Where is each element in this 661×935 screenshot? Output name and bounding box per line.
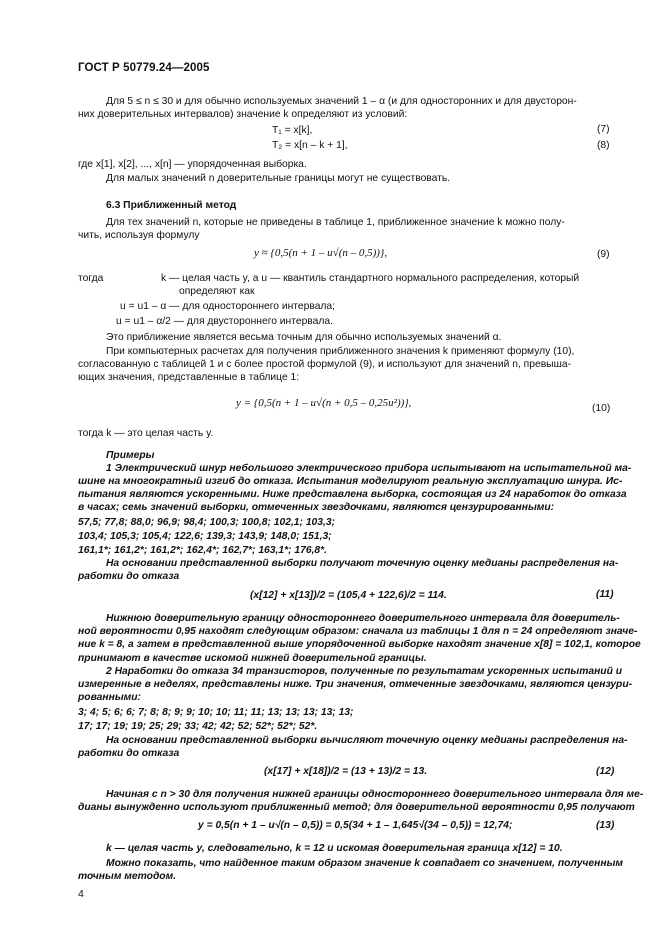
examples-title: Примеры: [106, 450, 155, 461]
then2-line: тогда k — это целая часть y.: [78, 428, 214, 439]
basis-1-line-1: На основании представленной выборки получают точечную оценку медианы распределения на-: [106, 558, 619, 569]
equation-7-number: (7): [597, 124, 610, 135]
example-1-line-3: пытания являются ускоренными. Ниже представлена выборка, состоящая из 24 наработок до отказа: [78, 489, 627, 500]
then-line-1: k — целая часть y, а u — квантиль стандартного нормального распределения, который: [161, 273, 580, 284]
example-2-line-3: рованными:: [78, 692, 141, 703]
example-1-line-2: шине на многократный изгиб до отказа. Испытания моделируют реальную эксплуатацию шнура. Ис-: [78, 476, 623, 487]
lower-line-2: ной вероятности 0,95 находят следующим образом: сначала из таблицы 1 для n = 24 определяют значе-: [78, 626, 638, 637]
document-header: ГОСТ Р 50779.24—2005: [78, 62, 210, 74]
data-1-line-2: 103,4; 105,3; 105,4; 122,6; 139,3; 143,9; 148,0; 151,3;: [78, 531, 332, 542]
quantile-two-sided: u = u1 – α/2 — для двустороннего интервала.: [116, 316, 333, 327]
equation-7: T₁ = x[k],: [272, 125, 313, 136]
equation-10-number: (10): [592, 403, 611, 414]
data-1-line-3: 161,1*; 161,2*; 161,2*; 162,4*; 162,7*; 163,1*; 176,8*.: [78, 545, 328, 556]
equation-8-number: (8): [597, 140, 610, 151]
data-2-line-1: 3; 4; 5; 6; 6; 7; 8; 8; 9; 9; 10; 10; 11; 11; 13; 13; 13; 13; 13;: [78, 707, 354, 718]
equation-13: y = 0,5(n + 1 – u√(n – 0,5)) = 0,5(34 + 1 – 1,645√(34 – 0,5)) = 12,74;: [198, 820, 513, 831]
start-line-1: Начиная с n > 30 для получения нижней границы одностороннего доверительного интервала для ме-: [106, 789, 644, 800]
equation-9: y ≈ {0,5(n + 1 – u√(n – 0,5))},: [254, 247, 388, 259]
intro-line-1: Для 5 ≤ n ≤ 30 и для обычно используемых значений 1 – α (и для односторонних и для двусторон-: [106, 96, 577, 107]
section-line-1: Для тех значений n, которые не приведены в таблице 1, приближенное значение k можно полу-: [106, 217, 565, 228]
example-2-line-1: 2 Наработки до отказа 34 транзисторов, полученные по результатам ускоренных испытаний и: [106, 666, 623, 677]
page-number: 4: [78, 888, 84, 900]
section-title: 6.3 Приближенный метод: [106, 200, 237, 211]
basis-2-line-1: На основании представленной выборки вычисляют точечную оценку медианы распределения на-: [106, 735, 628, 746]
intro-line-2: них доверительных интервалов) значение k определяют из условий:: [78, 109, 408, 120]
equation-11-number: (11): [596, 589, 614, 600]
basis-1-line-2: работки до отказа: [78, 571, 180, 582]
final-line-1: Можно показать, что найденное таким образом значение k совпадает со значением, полученным: [106, 858, 624, 869]
conclusion-line: k — целая часть y, следовательно, k = 12 и искомая доверительная граница x[12] = 10.: [106, 843, 563, 854]
equation-10: y = {0,5(n + 1 – u√(n + 0,5 – 0,25u²))},: [236, 397, 412, 409]
equation-8: T₂ = x[n – k + 1],: [272, 140, 348, 151]
equation-9-number: (9): [597, 249, 610, 260]
equation-12-number: (12): [596, 766, 615, 777]
example-1-line-1: 1 Электрический шнур небольшого электрического прибора испытывают на испытательной ма-: [106, 463, 632, 474]
then-label: тогда: [78, 273, 104, 284]
example-1-line-4: в часах; семь значений выборки, отмеченных звездочками, являются цензурированными:: [78, 502, 555, 513]
approx-line-4: ющих значения, представленные в таблице 1:: [78, 372, 300, 383]
then-line-2: определяют как: [179, 286, 255, 297]
start-line-2: дианы вынужденно используют приближенный метод; для доверительной вероятности 0,95 получают: [78, 802, 635, 813]
equation-11: (x[12] + x[13])/2 = (105,4 + 122,6)/2 = 114.: [250, 590, 447, 601]
quantile-one-sided: u = u1 – α — для одностороннего интервала;: [120, 301, 336, 312]
approx-line-3: согласованную с таблицей 1 и с более простой формулой (9), и используют для значений n, превыша-: [78, 359, 571, 370]
basis-2-line-2: работки до отказа: [78, 748, 180, 759]
section-line-2: чить, используя формулу: [78, 230, 200, 241]
equation-12: (x[17] + x[18])/2 = (13 + 13)/2 = 13.: [264, 766, 428, 777]
lower-line-4: принимают в качестве искомой нижней доверительной границы.: [78, 653, 427, 664]
example-2-line-2: измеренные в неделях, представлены ниже. Три значения, отмеченные звездочками, являются цензури-: [78, 679, 633, 690]
data-1-line-1: 57,5; 77,8; 88,0; 96,9; 98,4; 100,3; 100,8; 102,1; 103,3;: [78, 517, 336, 528]
lower-line-1: Нижнюю доверительную границу одностороннего доверительного интервала для доверитель-: [106, 613, 620, 624]
where-line-2: Для малых значений n доверительные границы могут не существовать.: [106, 173, 451, 184]
final-line-2: точным методом.: [78, 871, 177, 882]
approx-line-1: Это приближение является весьма точным для обычно используемых значений α.: [106, 332, 502, 343]
lower-line-3: ние k = 8, а затем в представленной выше упорядоченной выборке находят значение x[8] = 102,1, которое: [78, 639, 641, 650]
approx-line-2: При компьютерных расчетах для получения приближенного значения k применяют формулу (10),: [106, 346, 575, 357]
equation-13-number: (13): [596, 820, 615, 831]
data-2-line-2: 17; 17; 19; 19; 25; 29; 33; 42; 42; 52; 52*; 52*; 52*.: [78, 721, 318, 732]
where-line-1: где x[1], x[2], ..., x[n] — упорядоченная выборка.: [78, 159, 307, 170]
